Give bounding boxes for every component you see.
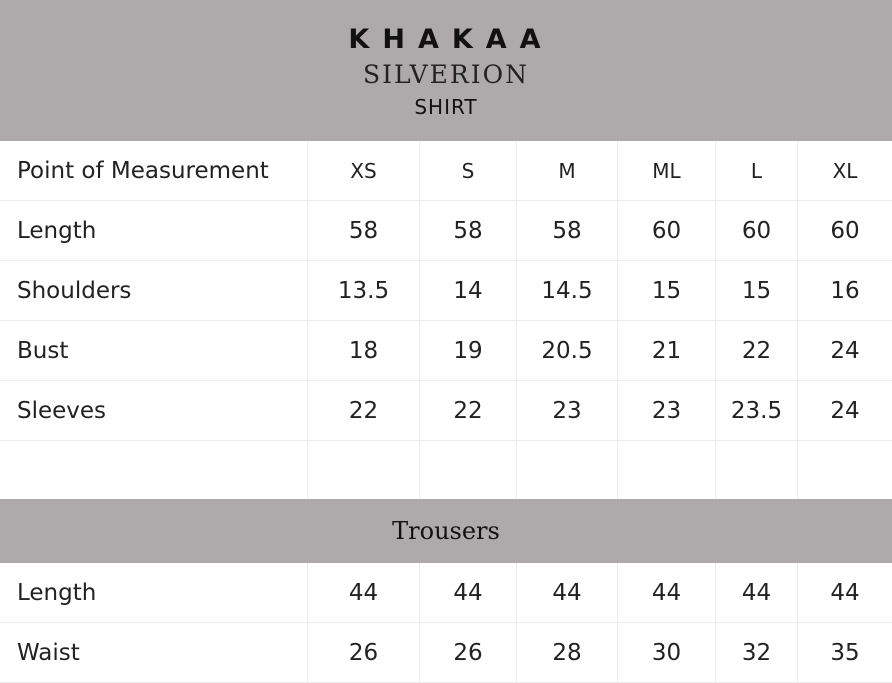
table-header-row <box>0 141 892 201</box>
row-label: Shoulders <box>0 261 308 320</box>
row-label: Length <box>0 563 308 622</box>
column-header-m: M <box>517 141 618 200</box>
table-cell: 44 <box>308 563 420 622</box>
row-label: Waist <box>0 623 308 682</box>
table-cell: 58 <box>308 201 420 260</box>
table-cell: 22 <box>420 381 517 440</box>
table-cell: 24 <box>830 397 860 424</box>
table-cell: 14 <box>420 261 517 320</box>
table-cell: 16 <box>830 277 860 304</box>
table-cell: 44 <box>830 579 860 606</box>
row-label: Sleeves <box>0 381 308 440</box>
table-cell: 44 <box>517 563 618 622</box>
table-cell: 13.5 <box>308 261 420 320</box>
column-header-s: S <box>420 141 517 200</box>
row-label: Bust <box>0 321 308 380</box>
table-row <box>0 321 892 381</box>
table-row-empty <box>0 441 892 501</box>
brand-logo: KHAKAA <box>348 24 554 55</box>
table-cell: 15 <box>618 261 716 320</box>
table-cell: 30 <box>618 623 716 682</box>
table-cell: 60 <box>618 201 716 260</box>
table-row <box>0 201 892 261</box>
table-cell: 35 <box>830 639 860 666</box>
row-label: Length <box>0 201 308 260</box>
table-cell: 58 <box>517 201 618 260</box>
column-header-xl: XL <box>832 158 858 183</box>
section-title: Trousers <box>392 517 500 545</box>
header-band <box>0 0 892 141</box>
table-row <box>0 563 892 623</box>
table-cell: 19 <box>420 321 517 380</box>
table-row <box>0 261 892 321</box>
garment-type: SHIRT <box>414 95 478 119</box>
table-row <box>0 623 892 683</box>
table-cell: 14.5 <box>517 261 618 320</box>
table-cell: 60 <box>830 217 860 244</box>
table-cell <box>716 441 798 500</box>
table-cell <box>420 441 517 500</box>
table-cell: 44 <box>420 563 517 622</box>
column-header-measurement: Point of Measurement <box>0 141 308 200</box>
column-header-xs: XS <box>308 141 420 200</box>
table-cell: 44 <box>618 563 716 622</box>
table-cell: 23 <box>517 381 618 440</box>
table-cell: 26 <box>420 623 517 682</box>
table-cell: 26 <box>308 623 420 682</box>
column-header-ml: ML <box>618 141 716 200</box>
column-header-l: L <box>716 141 798 200</box>
table-cell <box>798 441 892 500</box>
table-cell: 24 <box>830 337 860 364</box>
table-cell <box>308 441 420 500</box>
table-cell <box>517 441 618 500</box>
table-cell: 20.5 <box>517 321 618 380</box>
section-title-band <box>0 499 892 563</box>
table-cell: 60 <box>716 201 798 260</box>
collection-name: SILVERION <box>362 60 529 89</box>
table-cell: 18 <box>308 321 420 380</box>
table-cell: 32 <box>716 623 798 682</box>
trouser-size-table <box>0 563 892 683</box>
table-cell: 23.5 <box>716 381 798 440</box>
table-cell: 44 <box>716 563 798 622</box>
table-cell: 22 <box>716 321 798 380</box>
table-cell: 28 <box>517 623 618 682</box>
table-row <box>0 381 892 441</box>
table-cell: 22 <box>308 381 420 440</box>
table-cell: 15 <box>716 261 798 320</box>
table-cell: 58 <box>420 201 517 260</box>
table-cell <box>618 441 716 500</box>
table-cell <box>0 441 308 500</box>
table-cell: 21 <box>618 321 716 380</box>
shirt-size-table <box>0 141 892 501</box>
table-cell: 23 <box>618 381 716 440</box>
